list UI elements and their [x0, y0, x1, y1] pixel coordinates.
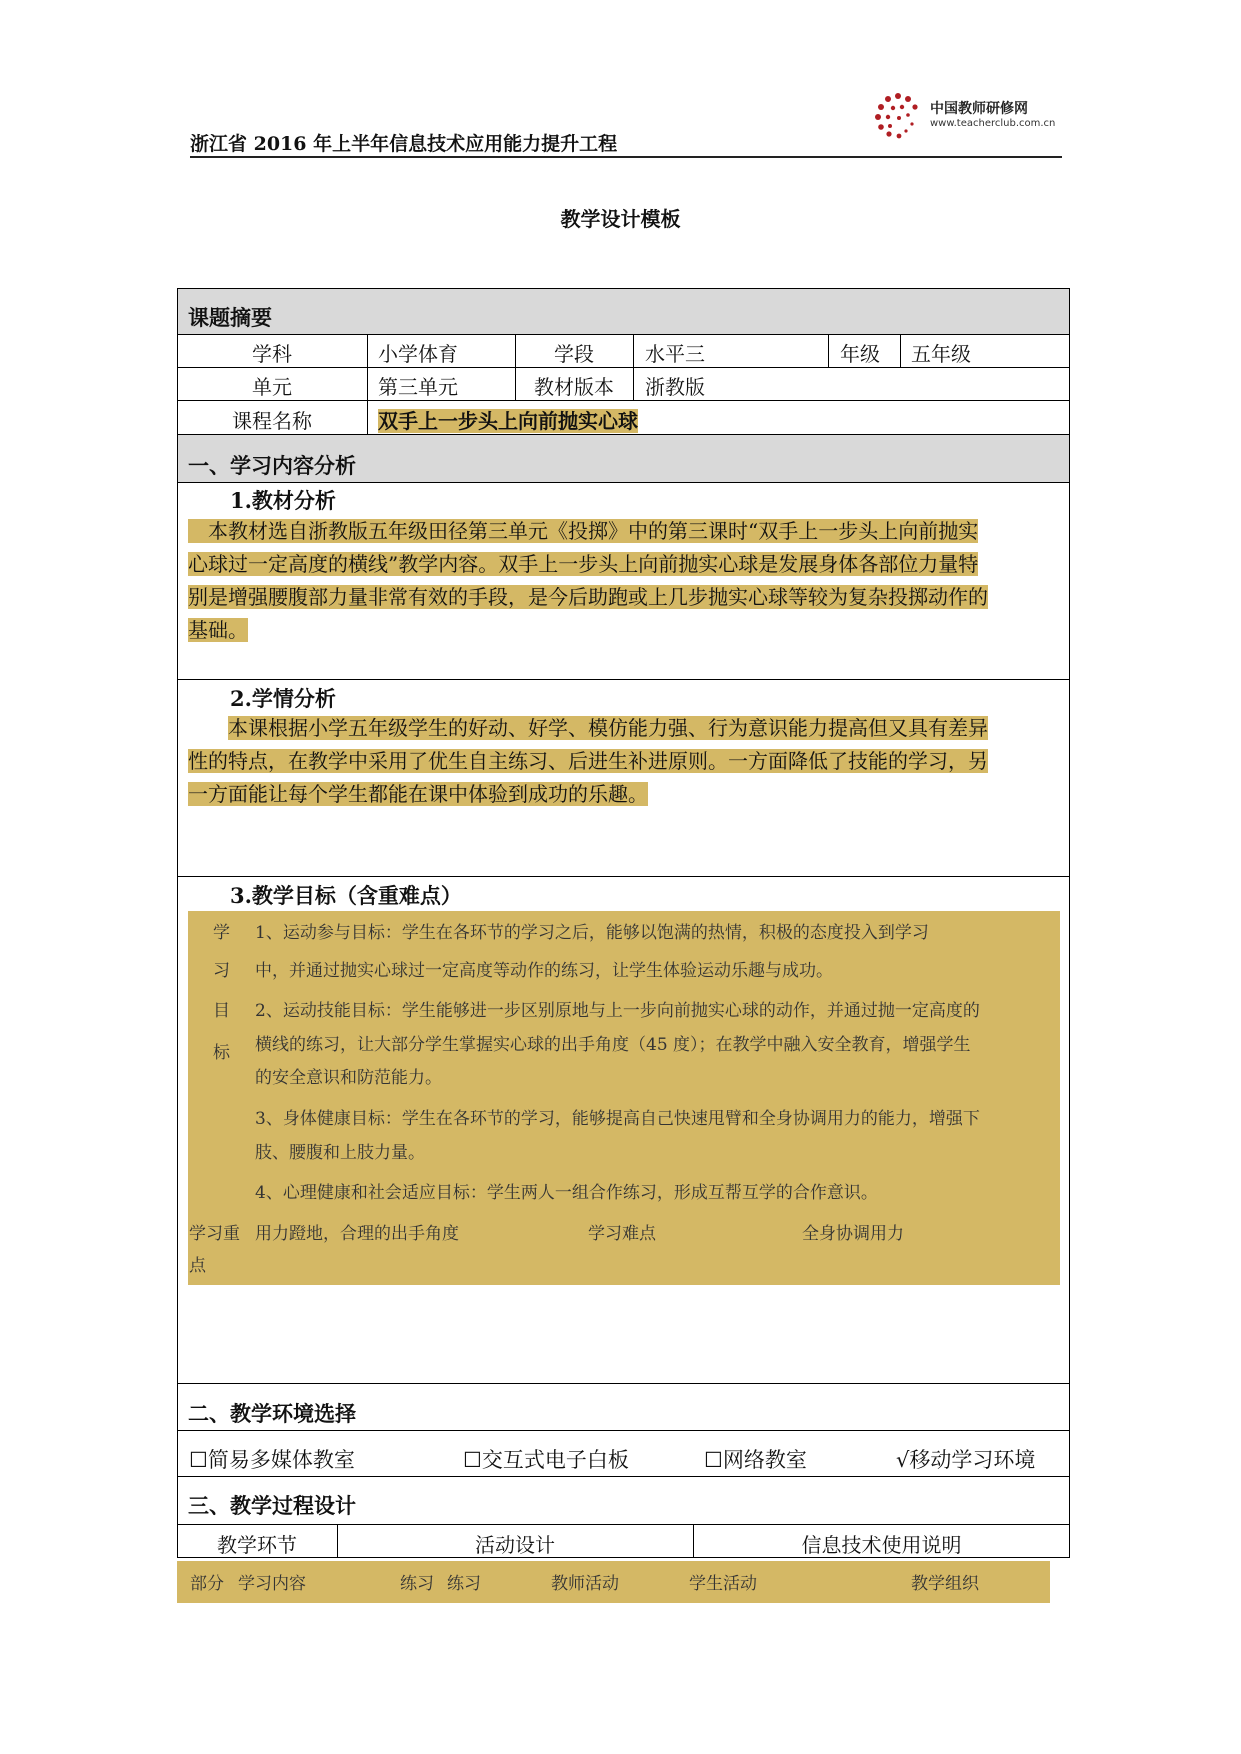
key-point-label-cont: 点 [189, 1256, 206, 1276]
material-analysis-title: 1.教材分析 [230, 488, 336, 513]
goal-line: 1、运动参与目标：学生在各环节的学习之后，能够以饱满的热情，积极的态度投入到学习 [255, 923, 929, 943]
goal-line: 横线的练习，让大部分学生掌握实心球的出手角度（45 度）；在教学中融入安全教育，增强学生 [255, 1035, 971, 1055]
sub-col-student: 学生活动 [689, 1574, 757, 1594]
difficulty-value: 全身协调用力 [802, 1224, 904, 1244]
learner-line: 一方面能让每个学生都能在课中体验到成功的乐趣。 [188, 782, 648, 806]
course-value-text: 双手上一步头上向前抛实心球 [378, 409, 638, 433]
env-option-whiteboard[interactable]: ☐交互式电子白板 [463, 1448, 629, 1472]
col-divider [900, 334, 901, 367]
row-divider [177, 876, 1070, 877]
difficulty-label: 学习难点 [588, 1224, 656, 1244]
row-divider [177, 482, 1070, 483]
unit-label: 单元 [252, 375, 292, 399]
stage-label: 学段 [554, 342, 594, 366]
row-divider [177, 367, 1070, 368]
logo-url: www.teacherclub.com.cn [930, 118, 1056, 129]
sub-col-part: 部分 [190, 1574, 224, 1594]
sub-col-organization: 教学组织 [911, 1574, 979, 1594]
row-divider [177, 334, 1070, 335]
goal-line: 2、运动技能目标：学生能够进一步区别原地与上一步向前抛实心球的动作，并通过抛一定高度的 [255, 1001, 980, 1021]
course-value [378, 405, 638, 434]
row-divider [177, 1383, 1070, 1384]
process-col-activity: 活动设计 [475, 1533, 555, 1557]
process-col-stage: 教学环节 [217, 1533, 297, 1557]
col-divider [693, 1524, 694, 1558]
env-option-mobile[interactable]: √移动学习环境 [896, 1448, 1036, 1472]
analysis-heading: 一、学习内容分析 [188, 453, 356, 478]
teacherclub-logo [868, 90, 1068, 150]
goals-side-label: 标 [213, 1043, 230, 1063]
goal-line: 的安全意识和防范能力。 [255, 1068, 442, 1088]
edition-value: 浙教版 [645, 375, 705, 399]
goal-line: 肢、腰腹和上肢力量。 [255, 1143, 425, 1163]
goal-line: 3、身体健康目标：学生在各环节的学习，能够提高自己快速甩臂和全身协调用力的能力，增强下 [255, 1109, 980, 1129]
header-title: 浙江省 2016 年上半年信息技术应用能力提升工程 [190, 133, 618, 155]
sub-col-practice-2: 练习 [447, 1574, 481, 1594]
learner-analysis-title: 2.学情分析 [230, 686, 336, 711]
learner-line: 本课根据小学五年级学生的好动、好学、模仿能力强、行为意识能力提高但又具有差异 [228, 716, 988, 740]
summary-header-bg [178, 289, 1069, 334]
environment-heading: 二、教学环境选择 [188, 1401, 356, 1426]
learner-line: 性的特点，在教学中采用了优生自主练习、后进生补进原则。一方面降低了技能的学习，另 [188, 749, 988, 773]
key-point-value: 用力蹬地，合理的出手角度 [255, 1224, 459, 1244]
course-label: 课程名称 [232, 409, 312, 433]
logo-name: 中国教师研修网 [930, 101, 1028, 117]
goals-title: 3.教学目标（含重难点） [230, 883, 462, 908]
sub-col-content: 学习内容 [238, 1574, 306, 1594]
col-divider [633, 334, 634, 400]
process-heading: 三、教学过程设计 [188, 1493, 356, 1518]
sub-col-practice: 练习 [400, 1574, 434, 1594]
row-divider [177, 400, 1070, 401]
material-line: 心球过一定高度的横线”教学内容。双手上一步头上向前抛实心球是发展身体各部位力量特 [188, 552, 979, 576]
env-option-network[interactable]: ☐网络教室 [704, 1448, 807, 1472]
subject-value: 小学体育 [378, 342, 458, 366]
key-point-label: 学习重 [189, 1224, 240, 1244]
grade-label: 年级 [840, 342, 880, 366]
goals-side-label: 习 [213, 961, 230, 981]
goal-line: 4、心理健康和社会适应目标：学生两人一组合作练习，形成互帮互学的合作意识。 [255, 1183, 878, 1203]
edition-label: 教材版本 [534, 375, 614, 399]
env-option-multimedia[interactable]: ☐简易多媒体教室 [189, 1448, 355, 1472]
material-line: 基础。 [188, 618, 248, 642]
col-divider [828, 334, 829, 367]
teacherclub-logo-icon [868, 90, 928, 140]
row-divider [177, 1524, 1070, 1525]
goals-side-label: 目 [213, 1001, 230, 1021]
goal-line: 中，并通过抛实心球过一定高度等动作的练习，让学生体验运动乐趣与成功。 [255, 961, 833, 981]
material-analysis-text [188, 515, 1070, 647]
summary-heading: 课题摘要 [188, 305, 272, 330]
row-divider [177, 679, 1070, 680]
row-divider [177, 1430, 1070, 1431]
row-divider [177, 1476, 1070, 1477]
process-col-it-notes: 信息技术使用说明 [801, 1533, 962, 1557]
material-line: 别是增强腰腹部力量非常有效的手段，是今后助跑或上几步抛实心球等较为复杂投掷动作的 [188, 585, 988, 609]
col-divider [367, 334, 368, 434]
sub-col-teacher: 教师活动 [551, 1574, 619, 1594]
goals-side-label: 学 [213, 923, 230, 943]
col-divider [337, 1524, 338, 1558]
grade-value: 五年级 [911, 342, 971, 366]
subject-label: 学科 [252, 342, 292, 366]
document-title: 教学设计模板 [560, 207, 681, 231]
learner-analysis-text [188, 712, 1070, 811]
unit-value: 第三单元 [378, 375, 458, 399]
stage-value: 水平三 [645, 342, 705, 366]
header-divider [190, 156, 1062, 158]
material-line: 本教材选自浙教版五年级田径第三单元《投掷》中的第三课时“双手上一步头上向前抛实 [188, 519, 979, 543]
col-divider [515, 334, 516, 400]
